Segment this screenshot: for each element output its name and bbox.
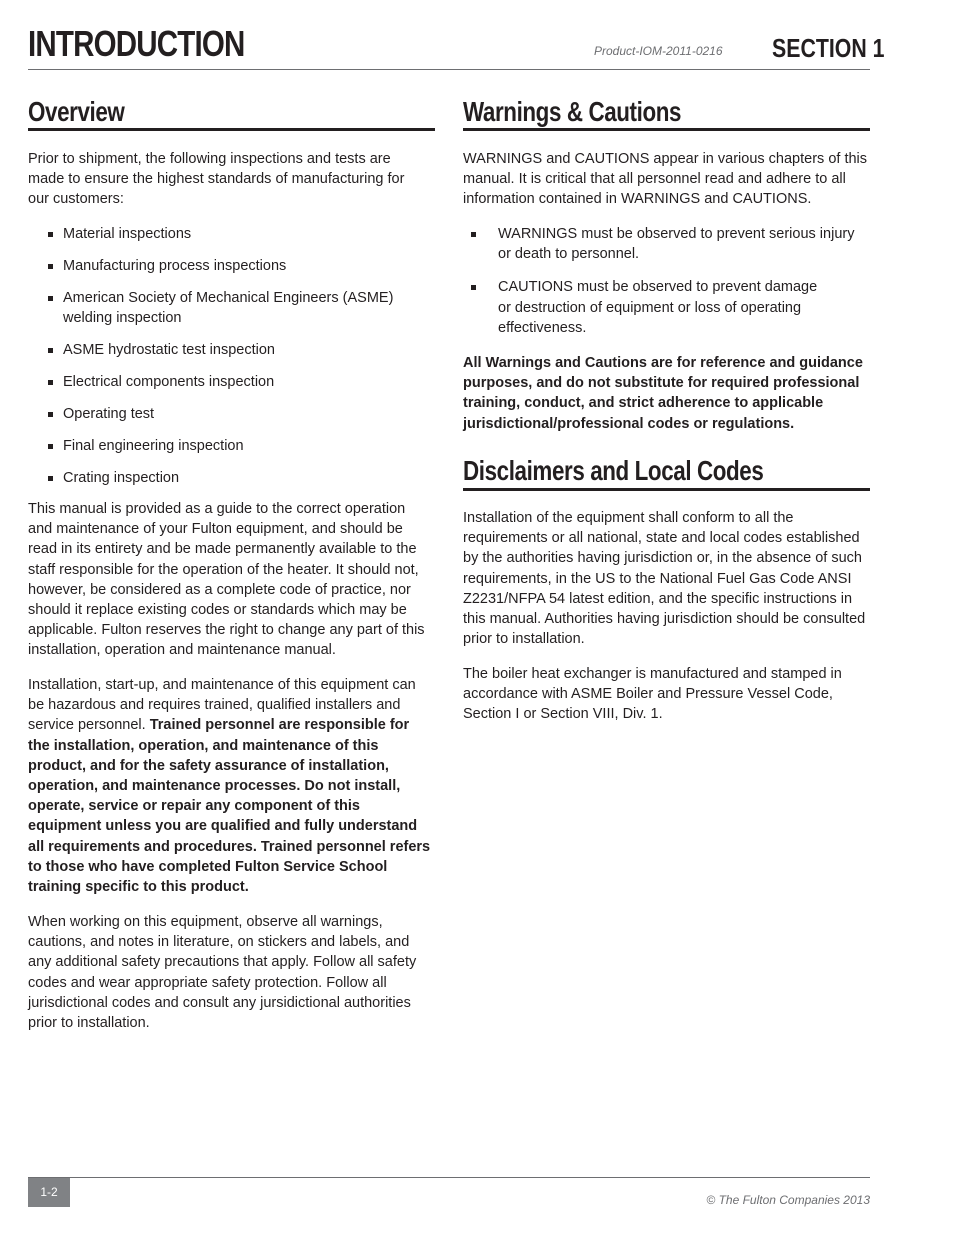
disclaimers-heading-rule [463,488,870,491]
bullet-icon [48,412,53,417]
bullet-icon [48,296,53,301]
bullet-icon [48,380,53,385]
warnings-list [463,224,867,338]
overview-heading: Overview [28,96,125,127]
warnings-heading: Warnings & Cautions [463,96,682,127]
disclaimers-paragraph-1: Installation of the equipment shall conform to all the requirements or all national, state and local codes established by the authorities having jurisdiction or, in the absence of such requirements, in the US to the National Fuel Gas Code ANSI Z2231/NFPA 54 latest edition, and the specific instructions in this manual. Authorities having jurisdiction should be consulted prior to installation. [463,510,866,648]
bullet-icon [471,285,476,290]
page-number: 1-2 [28,1178,70,1207]
disclaimers-paragraph-2: The boiler heat exchanger is manufactured and stamped in accordance with ASME Boiler and Pressure Vessel Code, Section I or Section VIII, Div. 1. [463,666,842,723]
page-title: INTRODUCTION [28,23,245,64]
list-item: Final engineering inspection [28,436,428,456]
list-item: Operating test [28,404,428,424]
overview-paragraph-3: When working on this equipment, observe all warnings, cautions, and notes in literature, on stickers and labels, and any additional safety precautions that apply. Follow all safety codes and wear appropriate safety protection. Follow all jurisdictional codes and consult any jursidictional authorities prior to installation. [28,914,417,1032]
list-item: Manufacturing process inspections [28,256,428,276]
section-label: SECTION 1 [772,33,885,63]
bullet-icon [48,444,53,449]
list-item: WARNINGS must be observed to prevent serious injury or death to personnel. [463,224,867,264]
inspection-list [28,224,428,488]
list-item: Electrical components inspection [28,372,428,392]
overview-paragraph-2: Installation, start-up, and maintenance of this equipment can be hazardous and requires trained, qualified installers and service personnel. Trained personnel are responsible for the installation, operation, and maintenance of this product, and for the safety assurance of installation, operation, and maintenance processes. Do not install, operate, service or repair any component of this equipment unless you are qualified and fully understand all requirements and procedures. Trained personnel refers to those who have completed Fulton Service School training specific to this product. [28,677,431,896]
copyright-notice: © The Fulton Companies 2013 [706,1193,870,1207]
list-item: CAUTIONS must be observed to prevent damage or destruction of equipment or loss of operating effectiveness. [463,277,867,338]
list-item: ASME hydrostatic test inspection [28,340,428,360]
bullet-icon [48,476,53,481]
bullet-icon [471,232,476,237]
warnings-heading-rule [463,128,870,131]
warnings-bold-note: All Warnings and Cautions are for reference and guidance purposes, and do not substitute for required professional training, conduct, and strict adherence to applicable jurisdictional/professional codes or regulations. [463,355,863,432]
overview-heading-rule [28,128,435,131]
disclaimers-heading: Disclaimers and Local Codes [463,455,764,486]
list-item: Material inspections [28,224,428,244]
warnings-intro: WARNINGS and CAUTIONS appear in various chapters of this manual. It is critical that all personnel read and adhere to all information contained in WARNINGS and CAUTIONS. [463,151,868,208]
overview-intro: Prior to shipment, the following inspections and tests are made to ensure the highest standards of manufacturing for our customers: [28,151,405,208]
list-item: American Society of Mechanical Engineers (ASME) welding inspection [28,288,428,328]
footer-divider [28,1177,870,1178]
list-item: Crating inspection [28,468,428,488]
document-id: Product-IOM-2011-0216 [594,44,723,58]
header-divider [28,69,870,70]
overview-paragraph-1: This manual is provided as a guide to the correct operation and maintenance of your Fulton equipment, and should be read in its entirety and be made permanently available to the staff responsible for the operation of the heater. It should not, however, be considered as a complete code of practice, nor should it replace existing codes or standards which may be applicable. Fulton reserves the right to change any part of this installation, operation and maintenance manual. [28,501,425,659]
bullet-icon [48,348,53,353]
bullet-icon [48,264,53,269]
bullet-icon [48,232,53,237]
